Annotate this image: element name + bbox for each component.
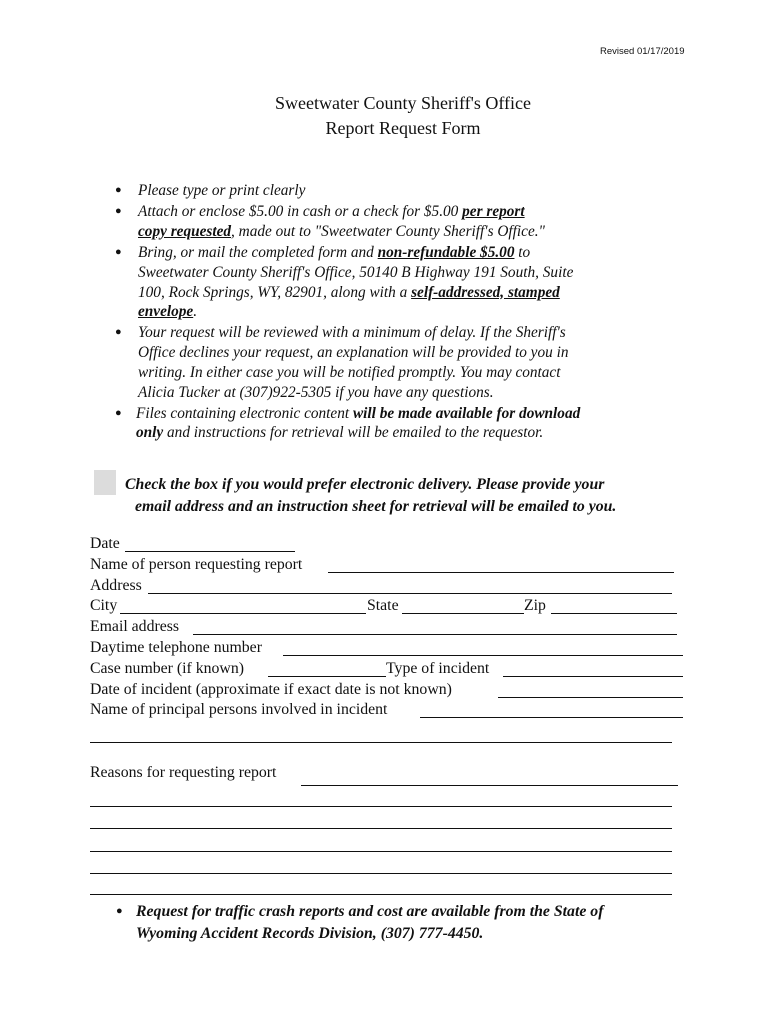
bullet-icon: ● — [116, 905, 123, 917]
instruction-electronic: ● Files containing electronic content will be made available for download only and instructions for retrieval will be emailed to the requestor. — [115, 404, 581, 442]
traffic-crash-note: ● Request for traffic crash reports and cost are available from the State of Wyoming Accident Records Division, (307) 777-4450. — [116, 903, 604, 942]
email-field[interactable] — [193, 634, 677, 635]
case-field[interactable] — [268, 676, 386, 677]
city-field[interactable] — [120, 613, 366, 614]
electronic-delivery-text: Check the box if you would prefer electronic delivery. Please provide your email address and an instruction sheet for retrieval will be emailed to you. — [125, 476, 617, 515]
city-label: City — [90, 597, 118, 615]
principals-label: Name of principal persons involved in incident — [90, 701, 388, 719]
instruction-fee: ● Attach or enclose $5.00 in cash or a check for $5.00 per report copy requested, made out to "Sweetwater County Sheriff's Office." — [115, 203, 545, 240]
zip-label: Zip — [524, 597, 546, 615]
instruction-review: ● Your request will be reviewed with a minimum of delay. If the Sheriff's Office declines your request, an explanation will be provided to you in writing. In either case you will be notified promptly. You may contact Alicia Tucker at (307)922-5305 if you have any questions. — [115, 324, 569, 401]
form-title: Report Request Form — [325, 118, 481, 138]
name-label: Name of person requesting report — [90, 555, 303, 573]
email-label: Email address — [90, 618, 180, 636]
electronic-delivery-checkbox[interactable] — [94, 470, 116, 495]
phone-label: Daytime telephone number — [90, 638, 262, 656]
address-label: Address — [90, 576, 142, 594]
state-field[interactable] — [402, 613, 524, 614]
incident-date-label: Date of incident (approximate if exact date is not known) — [90, 680, 452, 698]
reasons-field[interactable] — [301, 785, 678, 786]
reasons-line-2[interactable] — [90, 806, 672, 807]
bullet-icon: ● — [115, 406, 122, 419]
address-field[interactable] — [148, 593, 672, 594]
date-field[interactable] — [125, 551, 295, 552]
state-label: State — [367, 597, 399, 615]
instruction-list — [108, 181, 668, 445]
principals-continuation-line[interactable] — [90, 742, 672, 743]
bullet-icon: ● — [115, 246, 122, 259]
instruction-type-print: ● Please type or print clearly — [115, 182, 306, 199]
reasons-line-5[interactable] — [90, 873, 672, 874]
name-field[interactable] — [328, 572, 674, 573]
phone-field[interactable] — [283, 655, 683, 656]
zip-field[interactable] — [551, 613, 677, 614]
reasons-label: Reasons for requesting report — [90, 764, 277, 781]
bullet-icon: ● — [115, 205, 122, 218]
bullet-icon: ● — [115, 326, 122, 339]
case-label: Case number (if known) — [90, 659, 244, 677]
reasons-line-3[interactable] — [90, 828, 672, 829]
principals-field[interactable] — [420, 717, 683, 718]
date-label: Date — [90, 535, 120, 552]
bullet-icon: ● — [115, 184, 122, 196]
reasons-line-4[interactable] — [90, 851, 672, 852]
instruction-mail: ● Bring, or mail the completed form and non-refundable $5.00 to Sweetwater County Sheriff's Office, 50140 B Highway 191 South, Suite 100, Rock Springs, WY, 82901, along with a self-addressed, stamped envelope. — [115, 244, 574, 321]
incident-type-field[interactable] — [503, 676, 683, 677]
incident-date-field[interactable] — [498, 697, 683, 698]
reasons-line-6[interactable] — [90, 894, 672, 895]
incident-type-label: Type of incident — [386, 659, 490, 677]
office-title: Sweetwater County Sheriff's Office — [274, 93, 532, 113]
revised-date: Revised 01/17/2019 — [600, 46, 685, 57]
